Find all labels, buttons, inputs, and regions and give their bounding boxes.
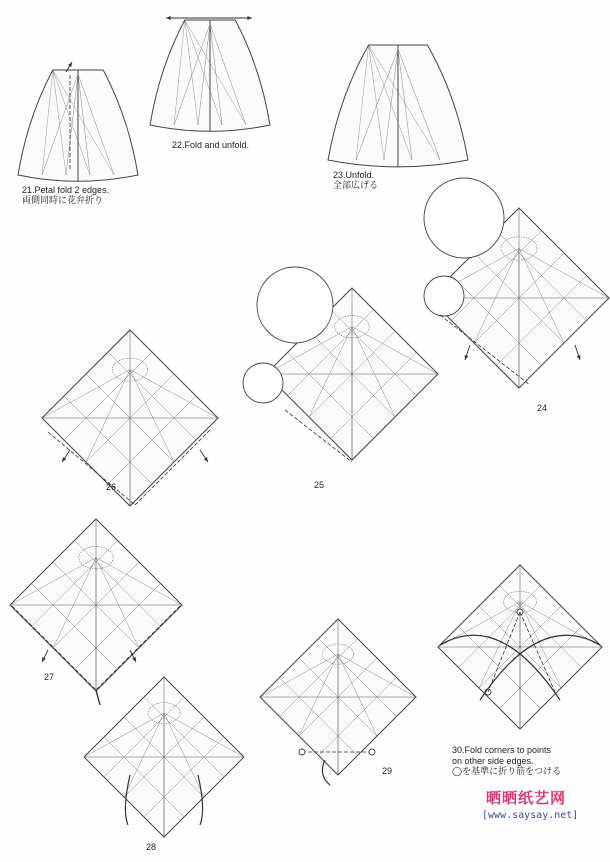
- step-24-arrow-a-head: [465, 355, 469, 360]
- step-30-caption-en-2: on other side edges.: [452, 756, 534, 766]
- step-27-tail: [96, 690, 100, 705]
- watermark-url: [www.saysay.net]: [482, 810, 579, 821]
- step-27-diamond: [10, 519, 182, 691]
- step-22-caption-en: 22.Fold and unfold.: [172, 140, 250, 150]
- step-27-arrow-a: [42, 650, 48, 662]
- step-23-caption: [333, 170, 378, 192]
- step-24-label: 24: [537, 403, 548, 413]
- step-22-arrow-left: [166, 16, 210, 20]
- step-26-arrow-b: [200, 450, 208, 462]
- step-21-caption-jp: 両側同時に花弁折り: [22, 196, 104, 206]
- step-30-caption: [452, 745, 561, 778]
- step-22-bell: [150, 20, 270, 131]
- watermark-brand: 晒晒纸艺网: [486, 789, 567, 807]
- step-22-arrow-right-head: [247, 16, 252, 20]
- step-28-diamond: [84, 677, 244, 837]
- step-26-diamond: [42, 330, 218, 506]
- step-22-arrow-right: [210, 16, 252, 20]
- step-22-caption: [172, 140, 249, 151]
- step-24-arrow-b: [575, 345, 580, 360]
- step-29-point-right: [369, 749, 375, 755]
- step-30-caption-jp: ◯を基準に折り筋をつける: [452, 767, 562, 777]
- step-21-bell: [18, 70, 138, 181]
- step-29-point-left: [299, 749, 305, 755]
- step-24-arrow-a: [465, 345, 470, 360]
- step-28-label: 28: [146, 842, 157, 852]
- step-25-zoom-large: [257, 267, 333, 343]
- step-21-caption: [22, 185, 109, 207]
- step-24-zoom-small: [424, 276, 464, 316]
- step-27-label: 27: [44, 672, 55, 682]
- step-26-arrow-a-head: [62, 457, 66, 462]
- step-26-arrow-b-head: [204, 457, 208, 462]
- step-24-arrow-b-head: [577, 355, 581, 360]
- step-30-caption-en-1: 30.Fold corners to points: [452, 745, 552, 755]
- step-25-label: 25: [314, 480, 325, 490]
- step-23-caption-en: 23.Unfold.: [333, 170, 375, 180]
- step-23-bell: [328, 45, 468, 167]
- step-22-arrow-left-head: [166, 16, 171, 20]
- step-26-label: 26: [106, 482, 117, 492]
- step-25-zoom-small: [243, 363, 283, 403]
- step-21-caption-en: 21.Petal fold 2 edges.: [22, 185, 110, 195]
- step-29-label: 29: [382, 766, 393, 776]
- step-24-zoom-large: [424, 178, 504, 258]
- step-23-caption-jp: 全部広げる: [333, 181, 379, 191]
- step-30-diamond: [438, 565, 602, 729]
- step-26-arrow-a: [62, 450, 70, 462]
